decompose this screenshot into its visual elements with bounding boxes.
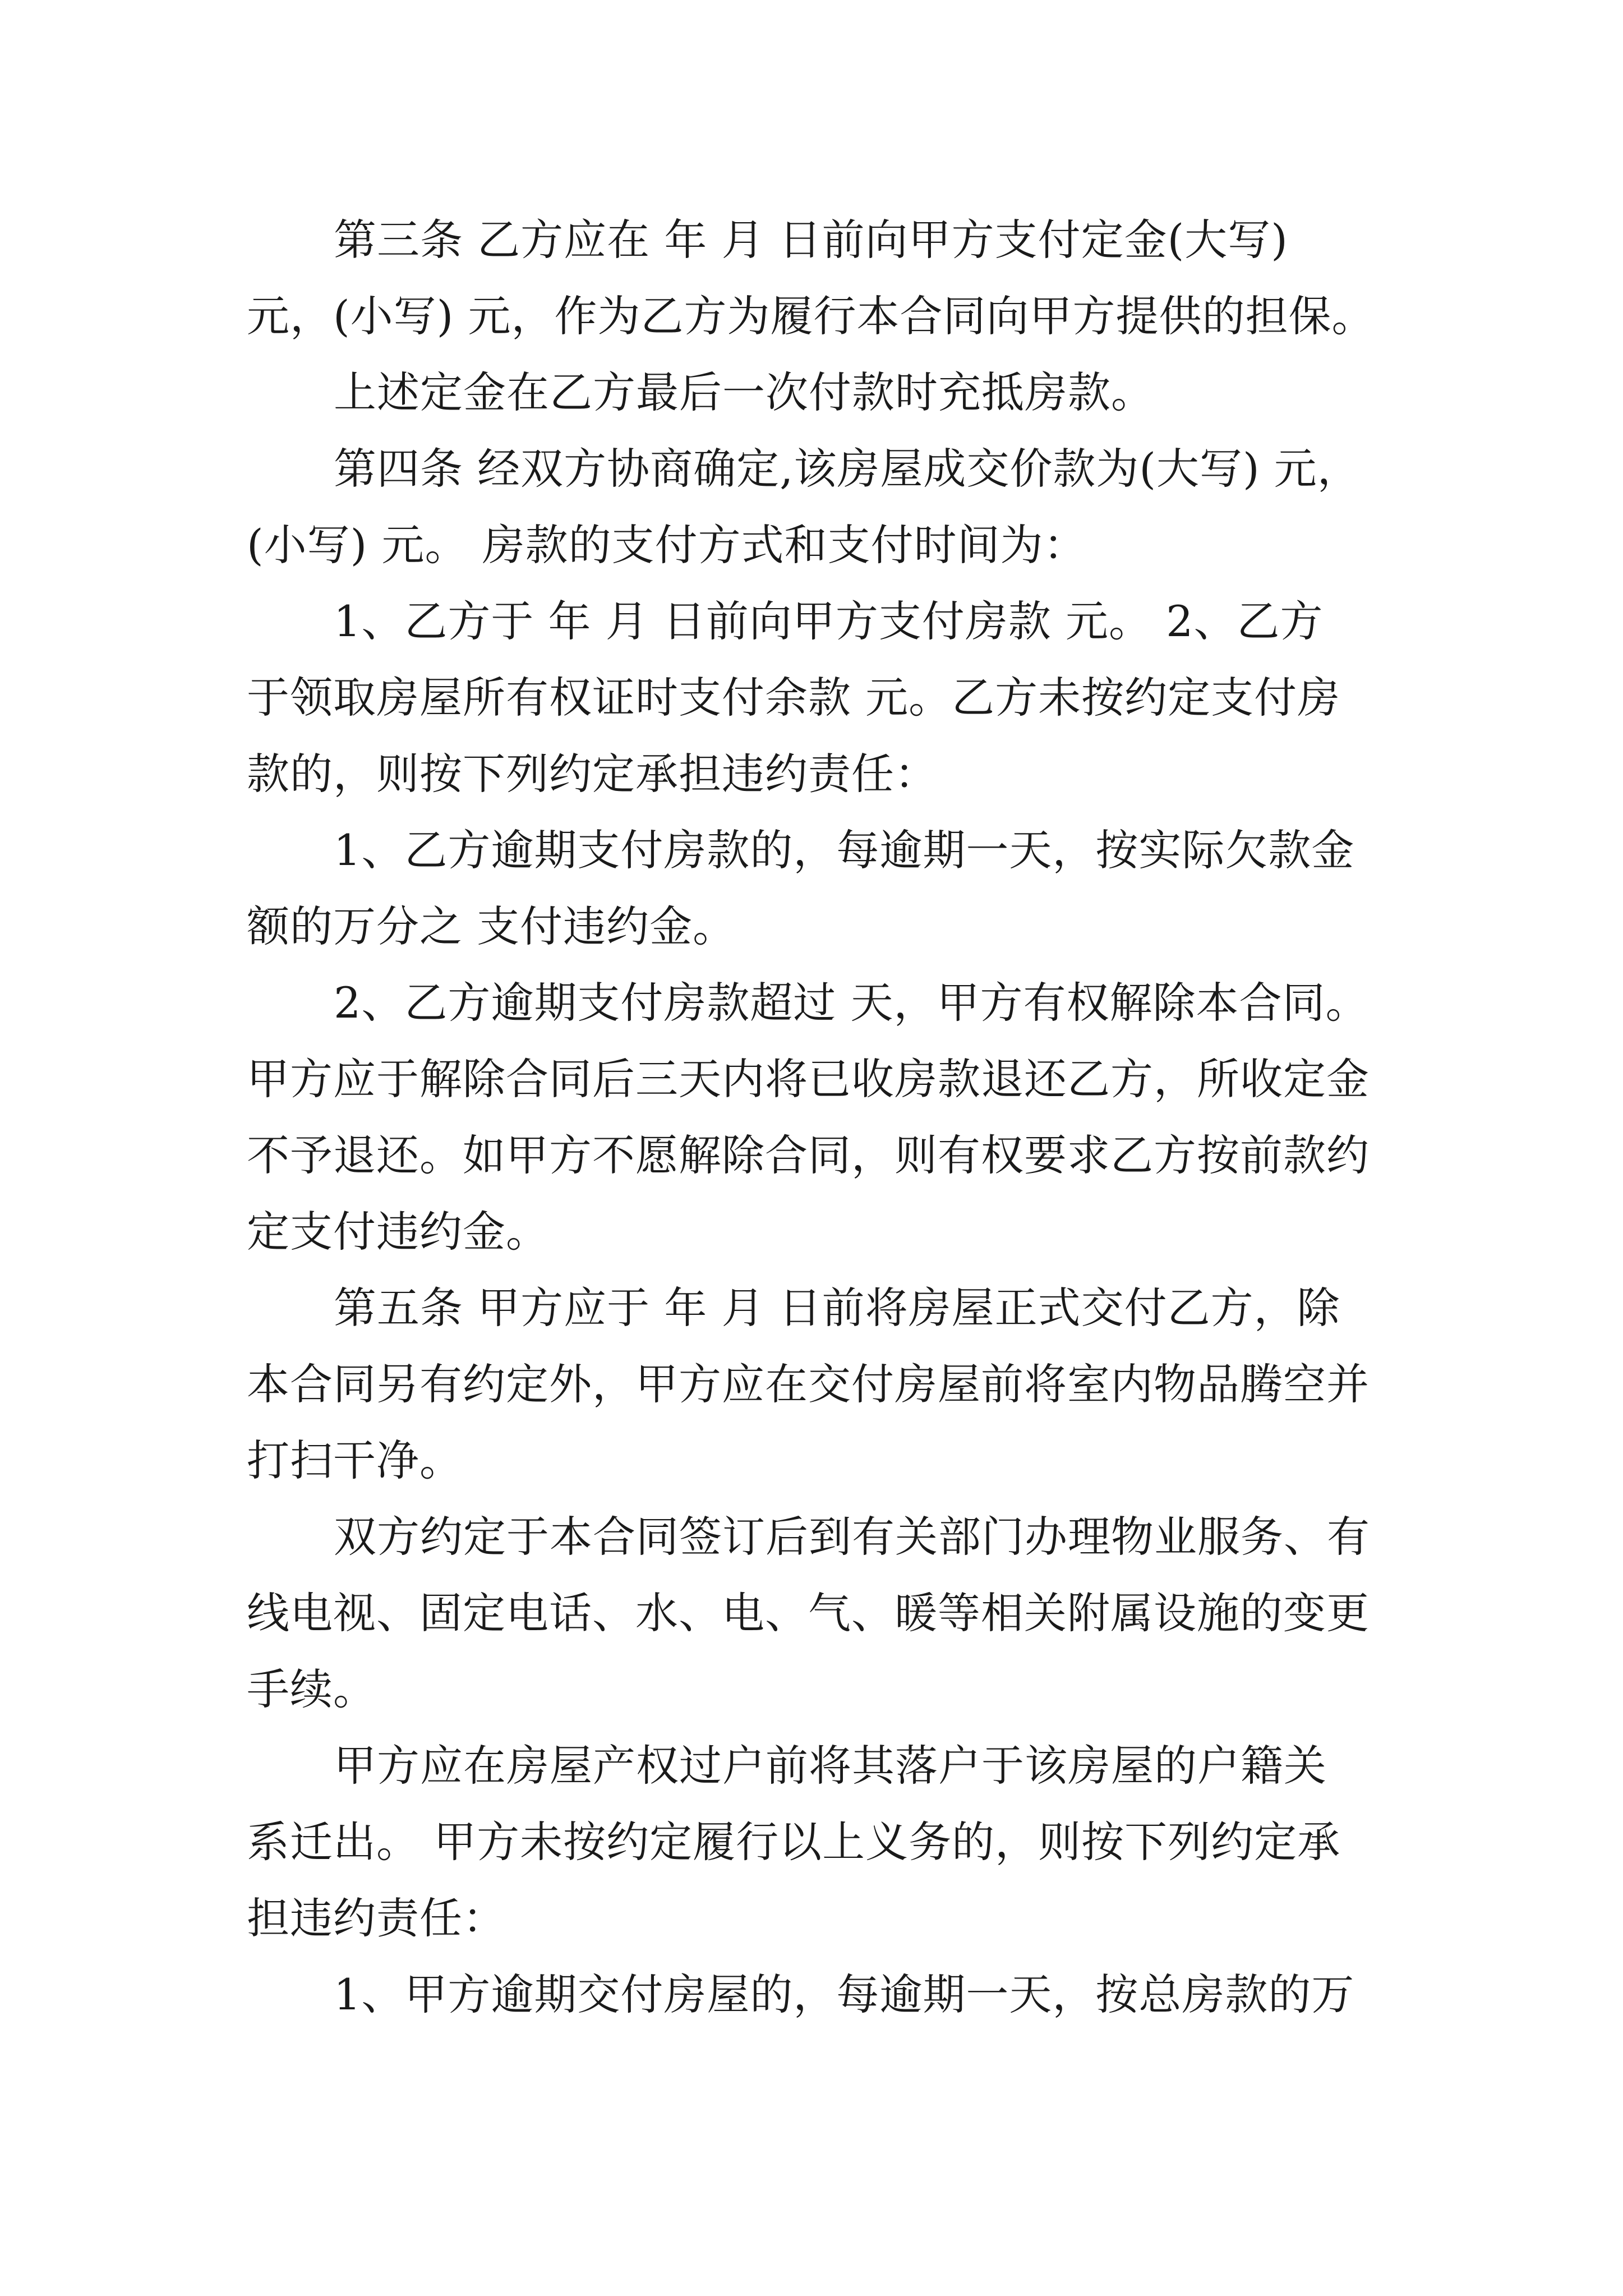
text-line: 甲方应在房屋产权过户前将其落户于该房屋的户籍关 — [334, 1741, 1327, 1791]
text-line: (小写) 元。 房款的支付方式和支付时间为： — [247, 520, 1087, 570]
text-line: 第三条 乙方应在 年 月 日前向甲方支付定金(大写) — [334, 215, 1288, 265]
text-line: 本合同另有约定外，甲方应在交付房屋前将室内物品腾空并 — [247, 1359, 1370, 1409]
document-body — [247, 202, 1391, 2033]
text-line: 担违约责任： — [247, 1893, 506, 1943]
text-line: 线电视、固定电话、水、电、气、暖等相关附属设施的变更 — [247, 1588, 1370, 1638]
text-line: 系迁出。 甲方未按约定履行以上义务的，则按下列约定承 — [247, 1817, 1341, 1867]
text-line: 元，(小写) 元，作为乙方为履行本合同向甲方提供的担保。 — [247, 291, 1375, 341]
text-line: 款的，则按下列约定承担违约责任： — [247, 749, 938, 799]
text-line: 额的万分之 支付违约金。 — [247, 901, 736, 951]
text-line: 甲方应于解除合同后三天内将已收房款退还乙方，所收定金 — [247, 1054, 1370, 1104]
text-line: 于领取房屋所有权证时支付余款 元。乙方未按约定支付房 — [247, 673, 1341, 723]
text-line: 第四条 经双方协商确定,该房屋成交价款为(大写) 元， — [334, 444, 1361, 494]
text-line: 打扫干净。 — [247, 1435, 463, 1485]
text-line: 第五条 甲方应于 年 月 日前将房屋正式交付乙方，除 — [334, 1283, 1340, 1333]
text-line: 1、乙方逾期支付房款的，每逾期一天，按实际欠款金 — [334, 825, 1355, 875]
text-line: 上述定金在乙方最后一次付款时充抵房款。 — [334, 367, 1154, 417]
text-line: 1、甲方逾期交付房屋的，每逾期一天，按总房款的万 — [334, 1970, 1355, 2019]
text-line: 2、乙方逾期支付房款超过 天，甲方有权解除本合同。 — [334, 978, 1369, 1028]
text-line: 不予退还。如甲方不愿解除合同，则有权要求乙方按前款约 — [247, 1130, 1370, 1180]
text-line: 定支付违约金。 — [247, 1207, 549, 1257]
text-line: 1、乙方于 年 月 日前向甲方支付房款 元。 2、乙方 — [334, 596, 1324, 646]
text-line: 双方约定于本合同签订后到有关部门办理物业服务、有 — [334, 1512, 1370, 1562]
text-line: 手续。 — [247, 1664, 376, 1714]
